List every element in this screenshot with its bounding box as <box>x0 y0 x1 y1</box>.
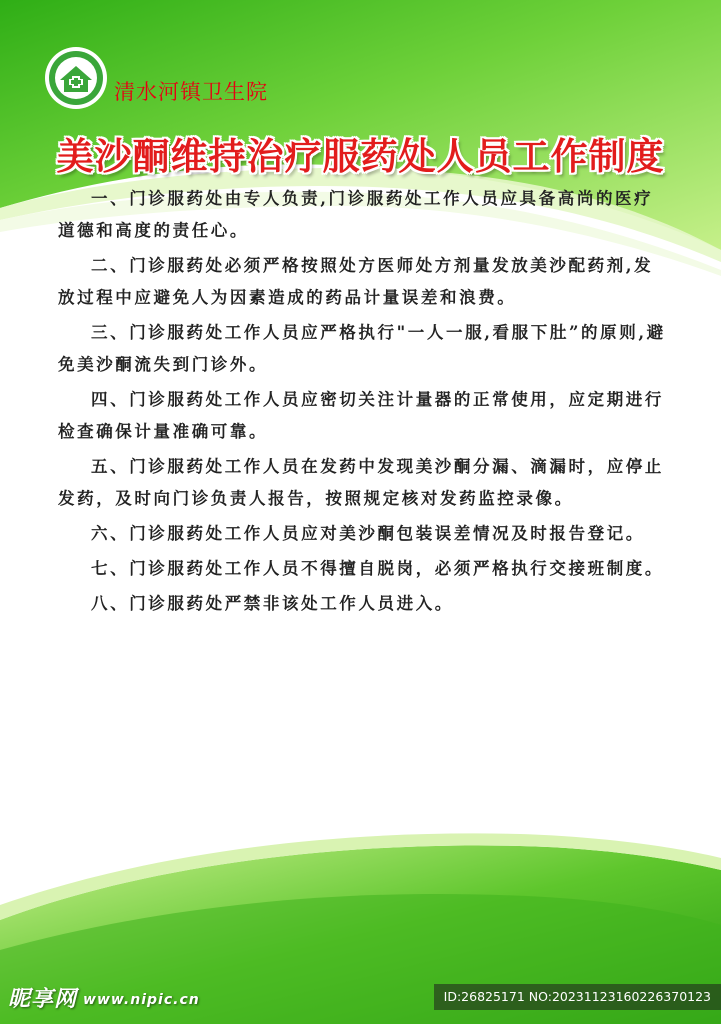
rule-item: 五、门诊服药处工作人员在发药中发现美沙酮分漏、滴漏时，应停止发药，及时向门诊负责人报告，按照规定核对发药监控录像。 <box>58 457 664 508</box>
rule-item: 四、门诊服药处工作人员应密切关注计量器的正常使用，应定期进行检查确保计量准确可靠。 <box>58 390 664 441</box>
hospital-logo-icon <box>44 46 108 110</box>
hospital-logo <box>44 46 108 110</box>
rule-item: 八、门诊服药处严禁非该处工作人员进入。 <box>91 594 454 613</box>
rule-item: 二、门诊服药处必须严格按照处方医师处方剂量发放美沙配药剂,发放过程中应避免人为因素造成的药品计量误差和浪费。 <box>58 256 654 307</box>
rule-item: 三、门诊服药处工作人员应严格执行"一人一服,看服下肚”的原则,避免美沙酮流失到门诊外。 <box>58 323 666 374</box>
organization-name: 清水河镇卫生院 <box>114 80 268 104</box>
rules-list <box>58 183 668 623</box>
watermark-id: ID:26825171 NO:20231123160226370123 <box>434 984 721 1010</box>
rule-item: 一、门诊服药处由专人负责,门诊服药处工作人员应具备高尚的医疗道德和高度的责任心。 <box>58 189 654 240</box>
watermark-brand-text: 昵享网 <box>8 987 78 1012</box>
page-title: 美沙酮维持治疗服药处人员工作制度 <box>56 134 665 178</box>
rule-item: 六、门诊服药处工作人员应对美沙酮包装误差情况及时报告登记。 <box>91 524 645 543</box>
watermark-url: www.nipic.cn <box>83 992 200 1008</box>
rule-item: 七、门诊服药处工作人员不得擅自脱岗，必须严格执行交接班制度。 <box>91 559 664 578</box>
watermark-brand <box>8 982 200 1013</box>
